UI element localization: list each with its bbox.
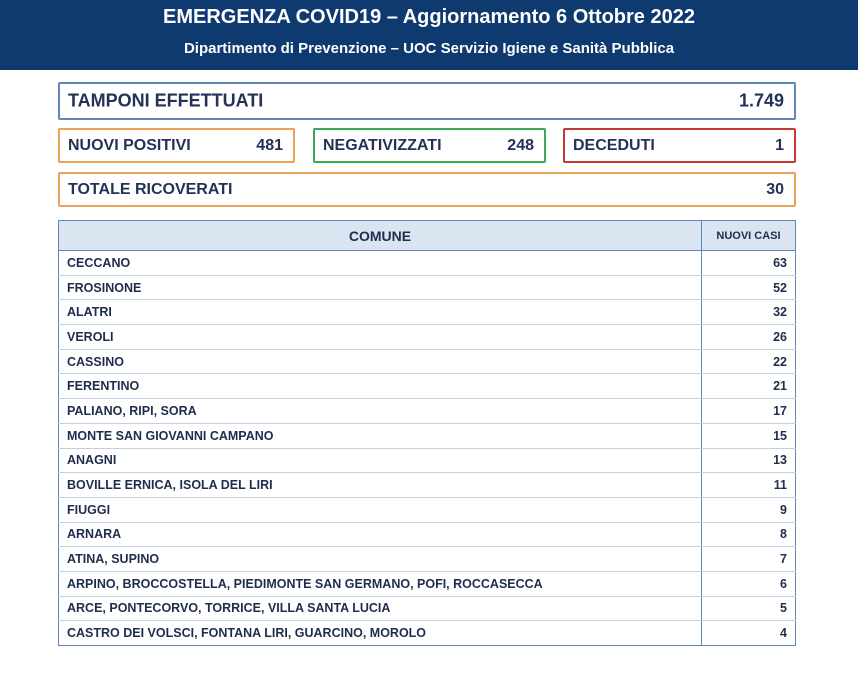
comune-cell: FROSINONE [59, 275, 702, 300]
page-title: EMERGENZA COVID19 – Aggiornamento 6 Ottobre 2022 [163, 6, 695, 28]
positivi-box [58, 128, 295, 163]
nuovi-casi-cell: 13 [702, 448, 796, 473]
positivi-value: 481 [256, 136, 283, 154]
comune-cell: ALATRI [59, 300, 702, 325]
tamponi-box [58, 82, 796, 120]
table-row [59, 497, 796, 522]
table-row [59, 300, 796, 325]
table-row [59, 399, 796, 424]
comune-cell: FIUGGI [59, 497, 702, 522]
nuovi-casi-cell: 11 [702, 473, 796, 498]
ricoverati-box [58, 172, 796, 207]
nuovi-casi-cell: 52 [702, 275, 796, 300]
ricoverati-label: TOTALE RICOVERATI [68, 180, 233, 198]
table-row [59, 596, 796, 621]
nuovi-casi-cell: 6 [702, 571, 796, 596]
deceduti-label: DECEDUTI [573, 136, 655, 154]
nuovi-casi-cell: 17 [702, 399, 796, 424]
page-subtitle: Dipartimento di Prevenzione – UOC Servizio Igiene e Sanità Pubblica [183, 40, 675, 57]
header-banner [0, 0, 858, 70]
nuovi-casi-cell: 26 [702, 325, 796, 350]
nuovi-casi-cell: 9 [702, 497, 796, 522]
table-row [59, 325, 796, 350]
table-row [59, 571, 796, 596]
comune-cell: ARPINO, BROCCOSTELLA, PIEDIMONTE SAN GERMANO, POFI, ROCCASECCA [59, 571, 702, 596]
comune-cell: CASSINO [59, 349, 702, 374]
table-row [59, 251, 796, 276]
nuovi-casi-cell: 4 [702, 621, 796, 646]
table-header-row [59, 221, 796, 251]
table-row [59, 621, 796, 646]
comune-cell: PALIANO, RIPI, SORA [59, 399, 702, 424]
comune-cell: ARNARA [59, 522, 702, 547]
comune-cell: ATINA, SUPINO [59, 547, 702, 572]
nuovi-casi-cell: 15 [702, 423, 796, 448]
deceduti-box [563, 128, 796, 163]
negativizzati-box [313, 128, 546, 163]
table-row [59, 473, 796, 498]
table-row [59, 275, 796, 300]
nuovi-casi-cell: 32 [702, 300, 796, 325]
table-row [59, 547, 796, 572]
nuovi-casi-header: NUOVI CASI [702, 221, 796, 251]
comune-header: COMUNE [59, 221, 702, 251]
deceduti-value: 1 [775, 136, 784, 154]
comune-cell: FERENTINO [59, 374, 702, 399]
nuovi-casi-cell: 63 [702, 251, 796, 276]
table-row [59, 522, 796, 547]
nuovi-casi-cell: 7 [702, 547, 796, 572]
comune-cell: CASTRO DEI VOLSCI, FONTANA LIRI, GUARCINO, MOROLO [59, 621, 702, 646]
table-row [59, 349, 796, 374]
nuovi-casi-cell: 21 [702, 374, 796, 399]
tamponi-label: TAMPONI EFFETTUATI [68, 90, 264, 111]
table-row [59, 448, 796, 473]
nuovi-casi-cell: 22 [702, 349, 796, 374]
comune-cell: CECCANO [59, 251, 702, 276]
comune-cell: ARCE, PONTECORVO, TORRICE, VILLA SANTA LUCIA [59, 596, 702, 621]
comune-cell: VEROLI [59, 325, 702, 350]
nuovi-casi-cell: 5 [702, 596, 796, 621]
table-row [59, 374, 796, 399]
comune-cell: BOVILLE ERNICA, ISOLA DEL LIRI [59, 473, 702, 498]
negativizzati-value: 248 [507, 136, 534, 154]
negativizzati-label: NEGATIVIZZATI [323, 136, 442, 154]
tamponi-value: 1.749 [738, 90, 784, 111]
table-body [59, 251, 796, 646]
comune-cell: MONTE SAN GIOVANNI CAMPANO [59, 423, 702, 448]
nuovi-casi-cell: 8 [702, 522, 796, 547]
cases-table [58, 220, 796, 646]
ricoverati-value: 30 [766, 180, 784, 198]
table-row [59, 423, 796, 448]
positivi-label: NUOVI POSITIVI [68, 136, 191, 154]
comune-cell: ANAGNI [59, 448, 702, 473]
